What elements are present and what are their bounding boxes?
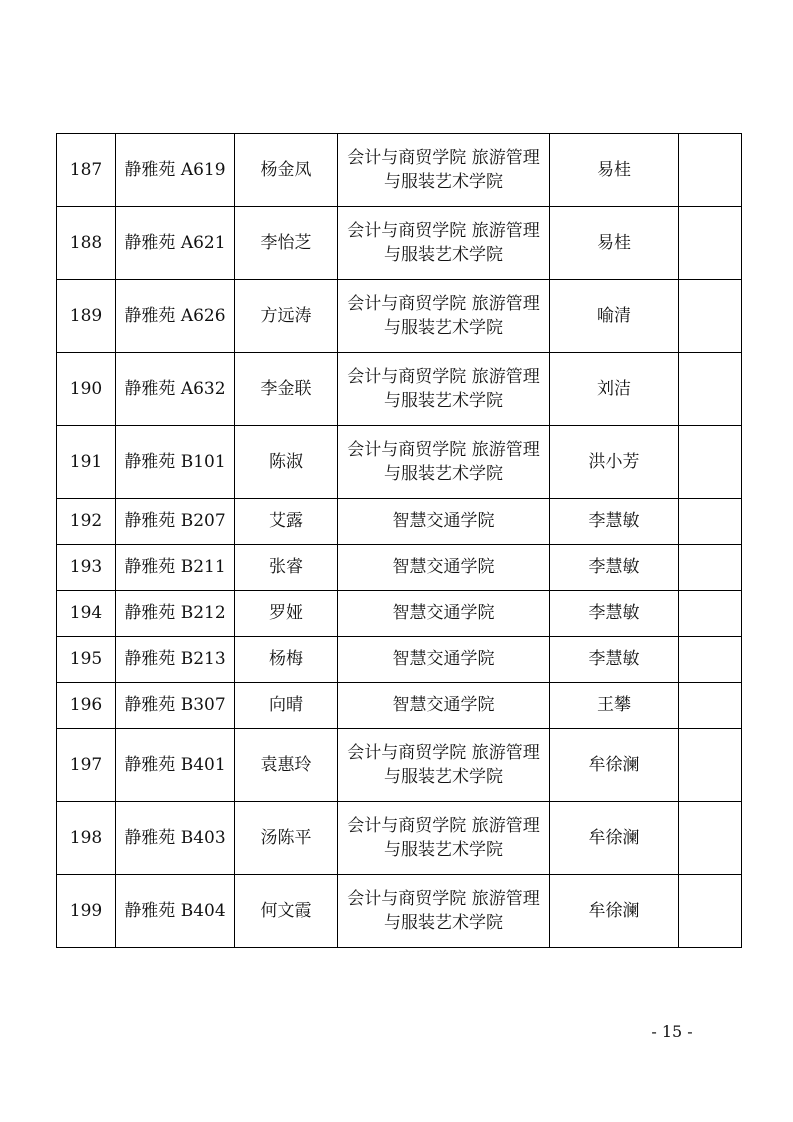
teacher-name: 易桂 — [550, 134, 679, 207]
note-cell — [679, 499, 742, 545]
teacher-name: 牟徐澜 — [550, 875, 679, 948]
college-name: 会计与商贸学院 旅游管理与服装艺术学院 — [347, 815, 540, 860]
room-cell: 静雅苑 A626 — [116, 280, 235, 353]
student-name: 何文霞 — [235, 875, 338, 948]
teacher-name: 李慧敏 — [550, 545, 679, 591]
student-name: 李怡芝 — [235, 207, 338, 280]
note-cell — [679, 875, 742, 948]
dormitory-roster-table — [56, 133, 742, 948]
row-number: 192 — [57, 499, 116, 545]
note-cell — [679, 545, 742, 591]
table-row — [57, 875, 742, 948]
row-number: 196 — [57, 683, 116, 729]
student-name: 向晴 — [235, 683, 338, 729]
note-cell — [679, 591, 742, 637]
college-cell — [338, 134, 550, 207]
row-number: 191 — [57, 426, 116, 499]
row-number: 187 — [57, 134, 116, 207]
teacher-name: 喻清 — [550, 280, 679, 353]
table-row — [57, 426, 742, 499]
teacher-name: 李慧敏 — [550, 499, 679, 545]
room-cell: 静雅苑 B101 — [116, 426, 235, 499]
row-number: 194 — [57, 591, 116, 637]
row-number: 195 — [57, 637, 116, 683]
room-cell: 静雅苑 A619 — [116, 134, 235, 207]
room-cell: 静雅苑 B211 — [116, 545, 235, 591]
table-row — [57, 545, 742, 591]
college-cell — [338, 802, 550, 875]
college-name: 智慧交通学院 — [392, 649, 495, 670]
room-cell: 静雅苑 B404 — [116, 875, 235, 948]
college-cell — [338, 545, 550, 591]
note-cell — [679, 426, 742, 499]
row-number: 193 — [57, 545, 116, 591]
student-name: 汤陈平 — [235, 802, 338, 875]
room-cell: 静雅苑 A632 — [116, 353, 235, 426]
college-cell — [338, 207, 550, 280]
note-cell — [679, 802, 742, 875]
row-number: 198 — [57, 802, 116, 875]
college-name: 会计与商贸学院 旅游管理与服装艺术学院 — [347, 439, 540, 484]
room-cell: 静雅苑 B212 — [116, 591, 235, 637]
note-cell — [679, 353, 742, 426]
student-name: 杨金凤 — [235, 134, 338, 207]
room-cell: 静雅苑 A621 — [116, 207, 235, 280]
student-name: 李金联 — [235, 353, 338, 426]
college-name: 会计与商贸学院 旅游管理与服装艺术学院 — [347, 366, 540, 411]
college-cell — [338, 683, 550, 729]
college-cell — [338, 591, 550, 637]
room-cell: 静雅苑 B401 — [116, 729, 235, 802]
college-name: 会计与商贸学院 旅游管理与服装艺术学院 — [347, 147, 540, 192]
table-row — [57, 802, 742, 875]
table-row — [57, 134, 742, 207]
table-row — [57, 637, 742, 683]
college-name: 会计与商贸学院 旅游管理与服装艺术学院 — [347, 220, 540, 265]
teacher-name: 牟徐澜 — [550, 802, 679, 875]
note-cell — [679, 729, 742, 802]
college-name: 智慧交通学院 — [392, 557, 495, 578]
college-name: 会计与商贸学院 旅游管理与服装艺术学院 — [347, 888, 540, 933]
table-row — [57, 499, 742, 545]
table-row — [57, 353, 742, 426]
note-cell — [679, 280, 742, 353]
table-row — [57, 729, 742, 802]
college-name: 会计与商贸学院 旅游管理与服装艺术学院 — [347, 742, 540, 787]
row-number: 188 — [57, 207, 116, 280]
student-name: 杨梅 — [235, 637, 338, 683]
teacher-name: 李慧敏 — [550, 591, 679, 637]
college-name: 智慧交通学院 — [392, 511, 495, 532]
student-name: 方远涛 — [235, 280, 338, 353]
room-cell: 静雅苑 B307 — [116, 683, 235, 729]
college-cell — [338, 637, 550, 683]
student-name: 陈淑 — [235, 426, 338, 499]
teacher-name: 易桂 — [550, 207, 679, 280]
page-number: - 15 - — [651, 1022, 693, 1041]
note-cell — [679, 207, 742, 280]
row-number: 197 — [57, 729, 116, 802]
teacher-name: 李慧敏 — [550, 637, 679, 683]
note-cell — [679, 134, 742, 207]
table-row — [57, 683, 742, 729]
college-cell — [338, 875, 550, 948]
teacher-name: 刘洁 — [550, 353, 679, 426]
college-cell — [338, 729, 550, 802]
row-number: 190 — [57, 353, 116, 426]
teacher-name: 洪小芳 — [550, 426, 679, 499]
student-name: 张睿 — [235, 545, 338, 591]
college-cell — [338, 280, 550, 353]
college-name: 会计与商贸学院 旅游管理与服装艺术学院 — [347, 293, 540, 338]
room-cell: 静雅苑 B213 — [116, 637, 235, 683]
note-cell — [679, 637, 742, 683]
student-name: 袁惠玲 — [235, 729, 338, 802]
room-cell: 静雅苑 B207 — [116, 499, 235, 545]
student-name: 罗娅 — [235, 591, 338, 637]
college-name: 智慧交通学院 — [392, 695, 495, 716]
table-row — [57, 207, 742, 280]
college-cell — [338, 353, 550, 426]
room-cell: 静雅苑 B403 — [116, 802, 235, 875]
student-name: 艾露 — [235, 499, 338, 545]
table-row — [57, 280, 742, 353]
college-name: 智慧交通学院 — [392, 603, 495, 624]
table-row — [57, 591, 742, 637]
row-number: 199 — [57, 875, 116, 948]
college-cell — [338, 426, 550, 499]
note-cell — [679, 683, 742, 729]
teacher-name: 王攀 — [550, 683, 679, 729]
teacher-name: 牟徐澜 — [550, 729, 679, 802]
row-number: 189 — [57, 280, 116, 353]
college-cell — [338, 499, 550, 545]
